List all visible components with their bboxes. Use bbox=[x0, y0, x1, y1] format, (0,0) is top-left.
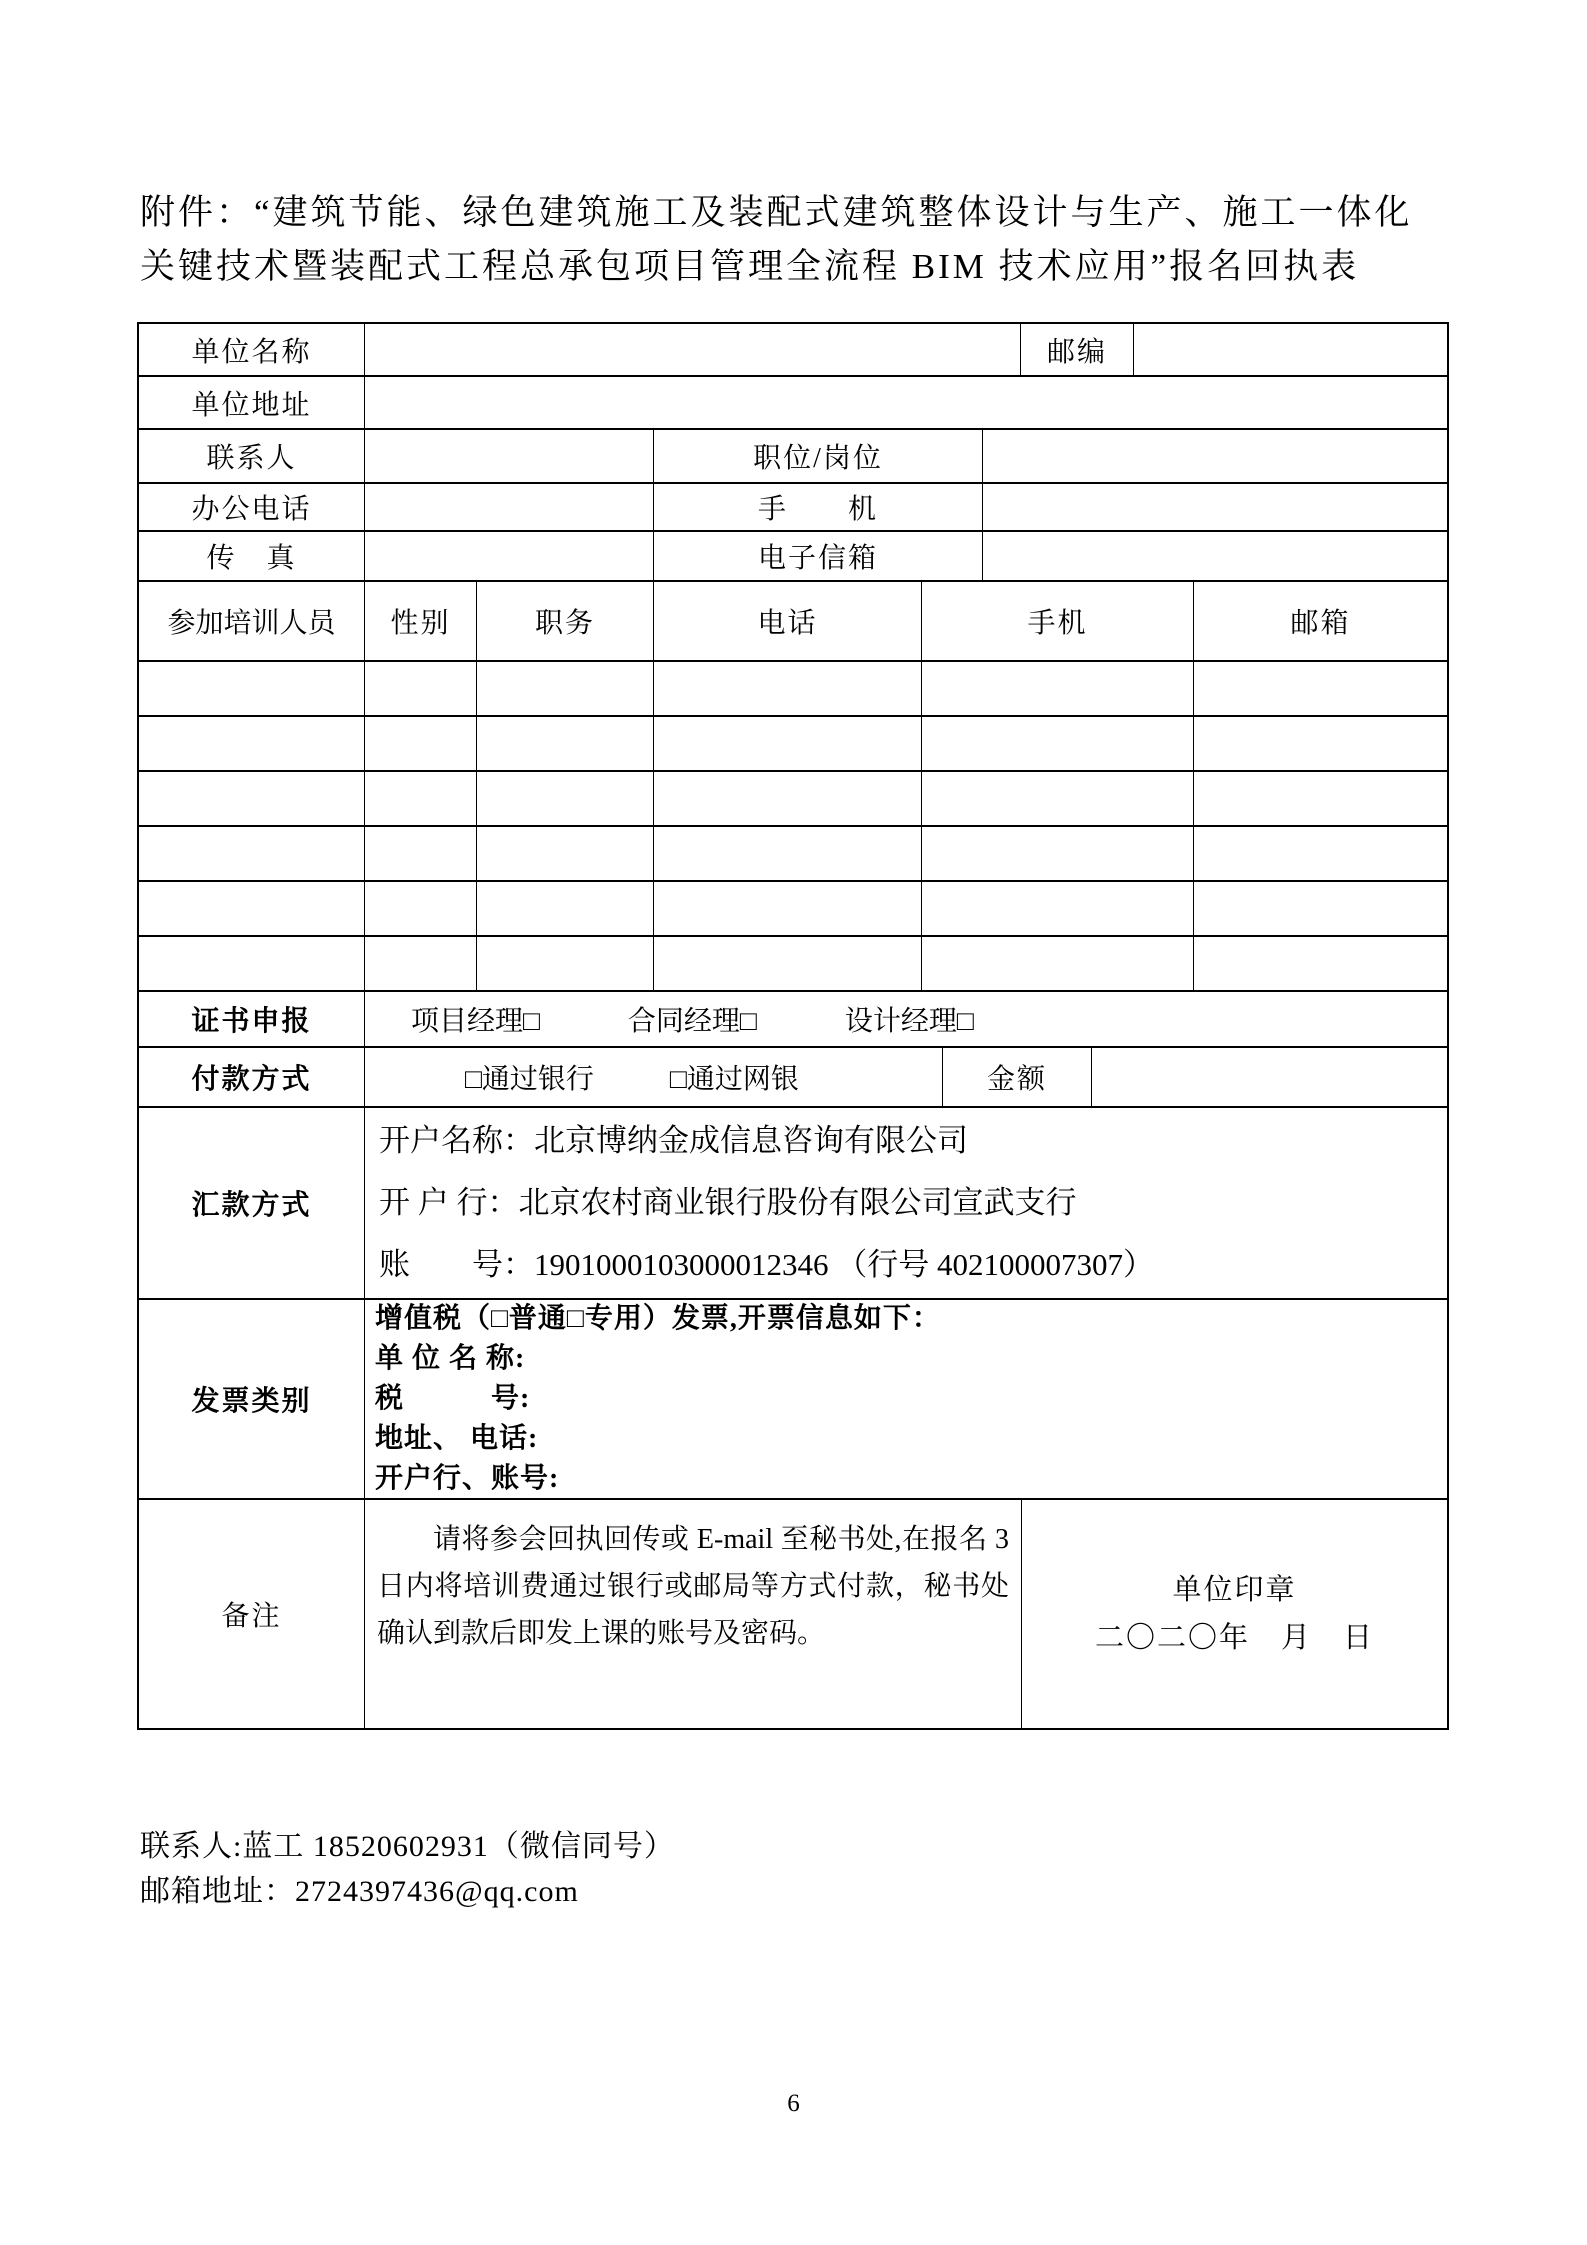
fax-row bbox=[139, 532, 1447, 582]
participant-phone-cell bbox=[654, 937, 922, 990]
participant-name-cell bbox=[139, 772, 365, 825]
unit-address-row bbox=[139, 377, 1447, 430]
participant-duty-cell bbox=[477, 717, 654, 770]
postcode-label: 邮编 bbox=[1021, 324, 1134, 375]
title-line-1: 附件：“建筑节能、绿色建筑施工及装配式建筑整体设计与生产、施工一体化 bbox=[140, 193, 1413, 232]
office-phone-row bbox=[139, 484, 1447, 532]
unit-name-label: 单位名称 bbox=[139, 324, 365, 375]
position-field bbox=[983, 430, 1447, 482]
participant-gender-cell bbox=[365, 882, 477, 935]
participants-header-row bbox=[139, 582, 1447, 662]
participant-duty-cell bbox=[477, 827, 654, 880]
amount-field bbox=[1092, 1048, 1447, 1106]
office-phone-field bbox=[365, 484, 654, 530]
payment-option-bank: □通过银行 bbox=[465, 1064, 594, 1095]
gender-column-header: 性别 bbox=[365, 582, 477, 660]
remark-row bbox=[139, 1500, 1447, 1728]
participant-mailbox-cell bbox=[1194, 937, 1447, 990]
position-label: 职位/岗位 bbox=[654, 430, 983, 482]
participant-gender-cell bbox=[365, 772, 477, 825]
email-label: 电子信箱 bbox=[654, 532, 983, 580]
certificate-option-contract-manager: 合同经理□ bbox=[627, 1006, 757, 1037]
participant-mobile-cell bbox=[922, 882, 1194, 935]
contact-row bbox=[139, 430, 1447, 484]
attachment-title bbox=[140, 186, 1460, 294]
remark-label: 备注 bbox=[139, 1500, 365, 1728]
footer-contact-line: 联系人:蓝工 18520602931（微信同号） bbox=[140, 1830, 675, 1863]
participant-mobile-cell bbox=[922, 827, 1194, 880]
payment-option-ebank: □通过网银 bbox=[669, 1064, 799, 1095]
invoice-tax-no-line: 税 号: bbox=[375, 1383, 531, 1414]
participant-phone-cell bbox=[654, 772, 922, 825]
participant-duty-cell bbox=[477, 662, 654, 715]
certificate-options-cell bbox=[365, 992, 1447, 1046]
remittance-details-cell bbox=[365, 1108, 1447, 1298]
unit-name-field bbox=[365, 324, 1021, 375]
invoice-addr-phone-line: 地址、 电话: bbox=[375, 1423, 539, 1454]
invoice-bank-account-line: 开户行、账号: bbox=[375, 1463, 560, 1494]
participant-name-cell bbox=[139, 937, 365, 990]
remittance-bank: 开 户 行：北京农村商业银行股份有限公司宣武支行 bbox=[379, 1185, 1077, 1220]
contact-field bbox=[365, 430, 654, 482]
participant-mobile-cell bbox=[922, 772, 1194, 825]
postcode-field bbox=[1134, 324, 1447, 375]
mobile-label: 手 机 bbox=[654, 484, 983, 530]
remittance-account-name: 开户名称：北京博纳金成信息咨询有限公司 bbox=[379, 1123, 968, 1158]
certificate-option-project-manager: 项目经理□ bbox=[411, 1006, 540, 1037]
unit-address-field bbox=[365, 377, 1447, 428]
invoice-row bbox=[139, 1300, 1447, 1500]
duty-column-header: 职务 bbox=[477, 582, 654, 660]
registration-form-table bbox=[137, 322, 1449, 1730]
amount-label: 金额 bbox=[943, 1048, 1092, 1106]
page-number: 6 bbox=[787, 2090, 800, 2117]
participant-phone-cell bbox=[654, 882, 922, 935]
invoice-details-cell bbox=[365, 1300, 1447, 1498]
participant-name-cell bbox=[139, 827, 365, 880]
email-field bbox=[983, 532, 1447, 580]
participant-mobile-cell bbox=[922, 717, 1194, 770]
fax-field bbox=[365, 532, 654, 580]
footer-email-line: 邮箱地址：2724397436@qq.com bbox=[140, 1875, 579, 1908]
participant-mobile-cell bbox=[922, 937, 1194, 990]
fax-label: 传 真 bbox=[139, 532, 365, 580]
participant-phone-cell bbox=[654, 717, 922, 770]
remittance-account-number: 账 号：1901000103000012346 （行号 402100007307） bbox=[379, 1247, 1154, 1282]
participant-row bbox=[139, 772, 1447, 827]
remittance-row bbox=[139, 1108, 1447, 1300]
participant-phone-cell bbox=[654, 662, 922, 715]
office-phone-label: 办公电话 bbox=[139, 484, 365, 530]
contact-label: 联系人 bbox=[139, 430, 365, 482]
participant-gender-cell bbox=[365, 717, 477, 770]
participant-row bbox=[139, 882, 1447, 937]
participant-row bbox=[139, 662, 1447, 717]
unit-address-label: 单位地址 bbox=[139, 377, 365, 428]
invoice-intro-line: 增值税（□普通□专用）发票,开票信息如下： bbox=[375, 1303, 941, 1334]
payment-label: 付款方式 bbox=[139, 1048, 365, 1106]
unit-name-row bbox=[139, 324, 1447, 377]
participant-duty-cell bbox=[477, 772, 654, 825]
mailbox-column-header: 邮箱 bbox=[1290, 608, 1351, 639]
certificate-option-design-manager: 设计经理□ bbox=[844, 1006, 974, 1037]
participant-mailbox-cell bbox=[1194, 882, 1447, 935]
stamp-cell bbox=[1022, 1500, 1447, 1728]
footer-contact-block bbox=[140, 1824, 675, 1914]
participant-gender-cell bbox=[365, 662, 477, 715]
stamp-title: 单位印章 bbox=[1172, 1574, 1297, 1606]
participant-name-cell bbox=[139, 882, 365, 935]
remittance-label: 汇款方式 bbox=[139, 1108, 365, 1298]
invoice-label: 发票类别 bbox=[139, 1300, 365, 1498]
participant-gender-cell bbox=[365, 827, 477, 880]
participant-gender-cell bbox=[365, 937, 477, 990]
participant-mailbox-cell bbox=[1194, 717, 1447, 770]
certificate-row bbox=[139, 992, 1447, 1048]
participant-mailbox-cell bbox=[1194, 662, 1447, 715]
participant-duty-cell bbox=[477, 882, 654, 935]
participant-name-cell bbox=[139, 717, 365, 770]
participants-label: 参加培训人员 bbox=[139, 582, 365, 660]
payment-options-cell bbox=[365, 1048, 943, 1106]
remark-text-cell: 请将参会回执回传或 E-mail 至秘书处,在报名 3 日内将培训费通过银行或邮局等方式付款，秘书处确认到款后即发上课的账号及密码。 bbox=[365, 1500, 1022, 1728]
participant-mailbox-cell bbox=[1194, 827, 1447, 880]
mobile-field bbox=[983, 484, 1447, 530]
stamp-date: 二〇二〇年 月 日 bbox=[1094, 1622, 1374, 1654]
participant-row bbox=[139, 717, 1447, 772]
participant-name-cell bbox=[139, 662, 365, 715]
mobile-column-header: 手机 bbox=[922, 582, 1194, 660]
title-line-2: 关键技术暨装配式工程总承包项目管理全流程 BIM 技术应用”报名回执表 bbox=[140, 247, 1360, 286]
invoice-unit-name-line: 单 位 名 称: bbox=[375, 1343, 526, 1374]
certificate-label: 证书申报 bbox=[139, 992, 365, 1046]
payment-row bbox=[139, 1048, 1447, 1108]
participant-mailbox-cell bbox=[1194, 772, 1447, 825]
participant-row bbox=[139, 937, 1447, 992]
participant-phone-cell bbox=[654, 827, 922, 880]
participant-duty-cell bbox=[477, 937, 654, 990]
participant-row bbox=[139, 827, 1447, 882]
participant-mobile-cell bbox=[922, 662, 1194, 715]
phone-column-header: 电话 bbox=[654, 582, 922, 660]
